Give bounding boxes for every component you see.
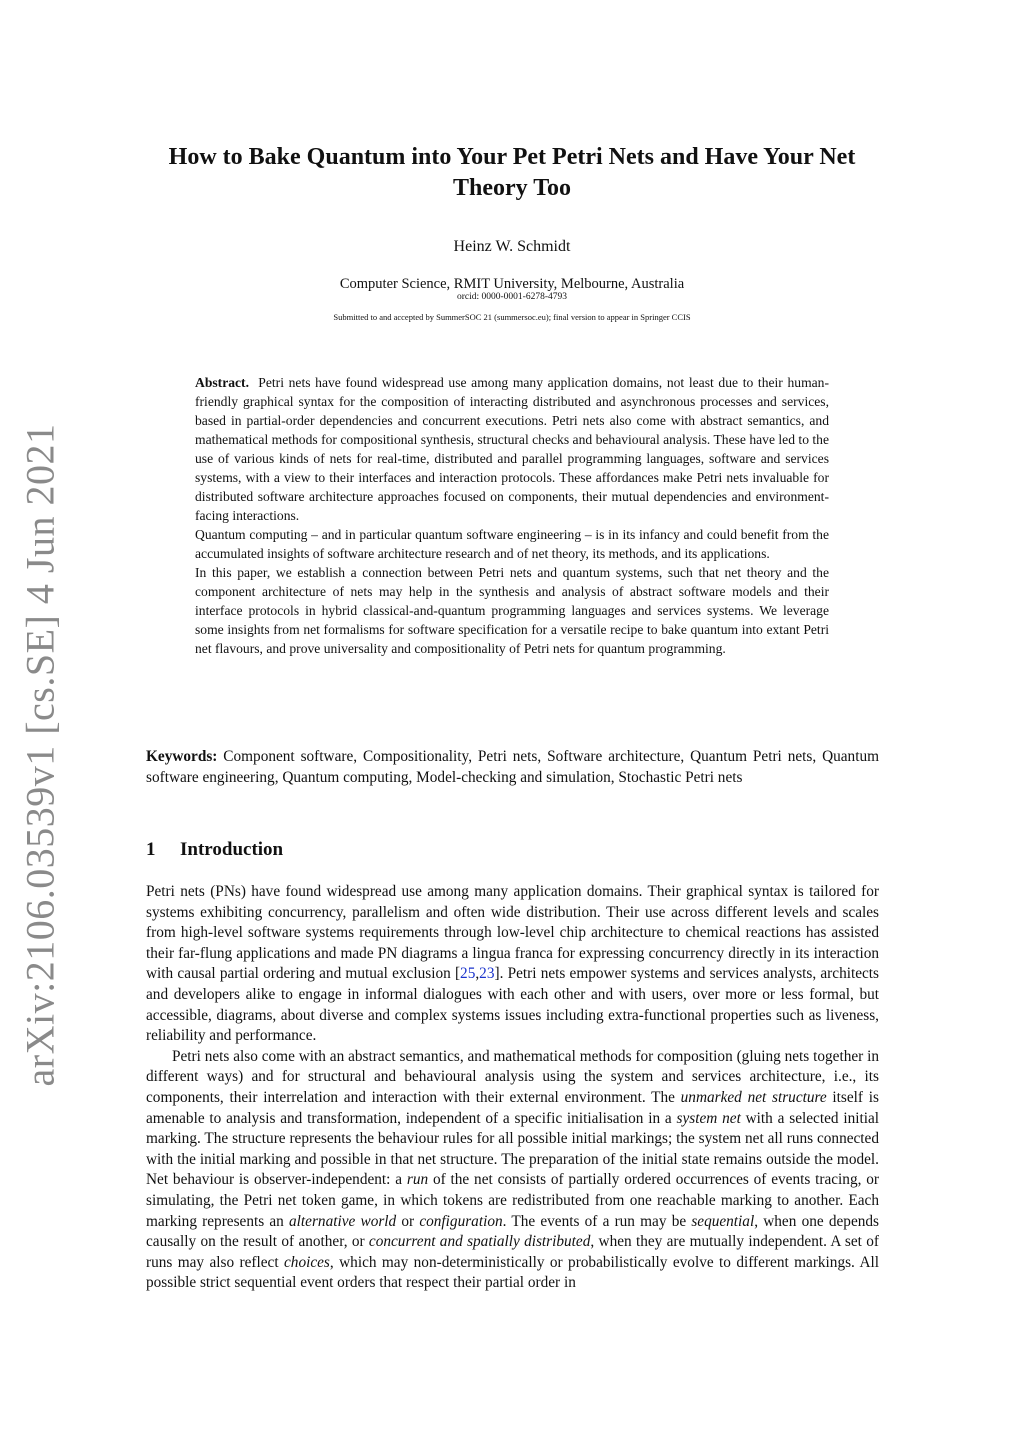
citation-link[interactable]: 25 [460,965,476,983]
emphasis-term: unmarked net structure [680,1088,827,1106]
intro-p2-text: , when they are mutually independent. A set of runs may also reflect [146,1233,879,1271]
emphasis-term: configuration [419,1212,503,1230]
citation-link[interactable]: 23 [479,965,495,983]
emphasis-term: choices [284,1253,330,1271]
keywords-text: Component software, Compositionality, Petri nets, Software architecture, Quantum Petri nets, Quantum software engineering, Quantum computing, Model-checking and simulation, Stochastic Petri nets [146,748,879,786]
section-number: 1 [146,839,156,860]
intro-p2-text: or [396,1212,420,1230]
intro-p2-text: Petri nets also come with an abstract semantics, and mathematical methods for composition (gluing nets together in different ways) and for structural and behavioural analysis using the system and services architecture, i.e., its components, their interrelation and interaction with their external environment. The [146,1047,879,1106]
abstract-label: Abstract. [195,375,249,390]
intro-p2-text: itself is amenable to analysis and transformation, independent of a specific initialisation in a [146,1088,879,1127]
section-heading [146,839,879,861]
emphasis-term: concurrent and spatially distributed [368,1233,591,1251]
abstract-text-1: Petri nets have found widespread use among many application domains, not least due to their human-friendly graphical syntax for the composition of interacting distributed and asynchronous processes and services, based in partial-order dependencies and concurrent executions. Petri nets also come with abstract semantics, and mathematical methods for compositional synthesis, structural checks and behavioural analysis. These have led to the use of various kinds of nets for real-time, distributed and parallel programming languages, software and services systems, with a view to their interfaces and interaction protocols. These affordances make Petri nets invaluable for distributed software architecture approaches focused on components, their mutual dependencies and environment-facing interactions. [195,375,830,523]
citation-separator: , [475,965,480,983]
emphasis-term: alternative world [289,1212,397,1230]
emphasis-term: run [406,1171,429,1189]
abstract-paragraph-3: In this paper, we establish a connection between Petri nets and quantum systems, such that net theory and the component architecture of nets may help in the synthesis and analysis of abstract software models and their interface protocols in hybrid classical-and-quantum programming languages and services systems. We leverage some insights from net formalisms for software specification for a versatile recipe to bake quantum into extant Petri net flavours, and prove universality and compositionality of Petri nets for quantum programming. [195,565,829,656]
intro-p1-text-b: ]. Petri nets empower systems and services analysts, architects and developers alike to engage in informal dialogues with each other and with users, over more or less formal, but accessible, diagrams, about diverse and complex systems issues including extra-functional properties such as liveness, reliability and performance. [146,965,879,1045]
introduction-body [146,882,879,1294]
section-title: Introduction [180,839,284,860]
keywords [146,747,879,788]
author-affiliation: Computer Science, RMIT University, Melbourne, Australia [339,276,685,292]
intro-p2-text: . The events of a run may be [502,1212,692,1230]
emphasis-term: system net [676,1109,741,1127]
emphasis-term: sequential [691,1212,755,1230]
abstract-paragraph-1 [195,373,829,525]
intro-p1-text-a: Petri nets (PNs) have found widespread use among many application domains. Their graphical syntax is tailored for systems exhibiting concurrency, parallelism and often wide distribution. Their use across different levels and scales from high-level software systems requirements through low-level chip architecture to chemical reactions has assisted their far-flung applications and made PN diagrams a lingua franca for expressing concurrency directly in its interaction with causal partial ordering and mutual exclusion [ [146,883,879,983]
keywords-label: Keywords: [146,748,218,765]
intro-p2-text: , when one depends causally on the result of another, or [146,1212,879,1251]
submission-note: Submitted to and accepted by SummerSOC 21 (summersoc.eu); final version to appear in Springer CCIS [333,312,691,322]
intro-p2-text: of the net consists of partially ordered occurrences of events tracing, or simulating, the Petri net token game, in which tokens are redistributed from one reachable marking to another. Each marking represents an [146,1171,879,1230]
intro-p2-text: with a selected initial marking. The structure represents the behaviour rules for all possible initial markings; the system net all runs connected with the initial marking and possible in that net structure. The preparation of the initial state remains outside the model. Net behaviour is observer-independent: a [146,1109,880,1189]
intro-p2-text: , which may non-deterministically or probabilistically evolve to different markings. All possible strict sequential event orders that respect their partial order in [146,1253,879,1292]
abstract-paragraph-2: Quantum computing – and in particular quantum software engineering – is in its infancy and could benefit from the accumulated insights of software architecture research and of net theory, its methods, and its applications. [195,527,829,561]
abstract [195,373,829,658]
paper-title: How to Bake Quantum into Your Pet Petri Nets and Have Your Net Theory Too [168,144,856,201]
intro-paragraph-1 [146,882,879,1047]
author-name: Heinz W. Schmidt [453,238,571,255]
author-orcid: orcid: 0000-0001-6278-4793 [456,292,568,302]
arxiv-identifier: arXiv:2106.03539v1 [cs.SE] 4 Jun 2021 [17,423,63,1087]
intro-paragraph-2 [146,1047,879,1294]
